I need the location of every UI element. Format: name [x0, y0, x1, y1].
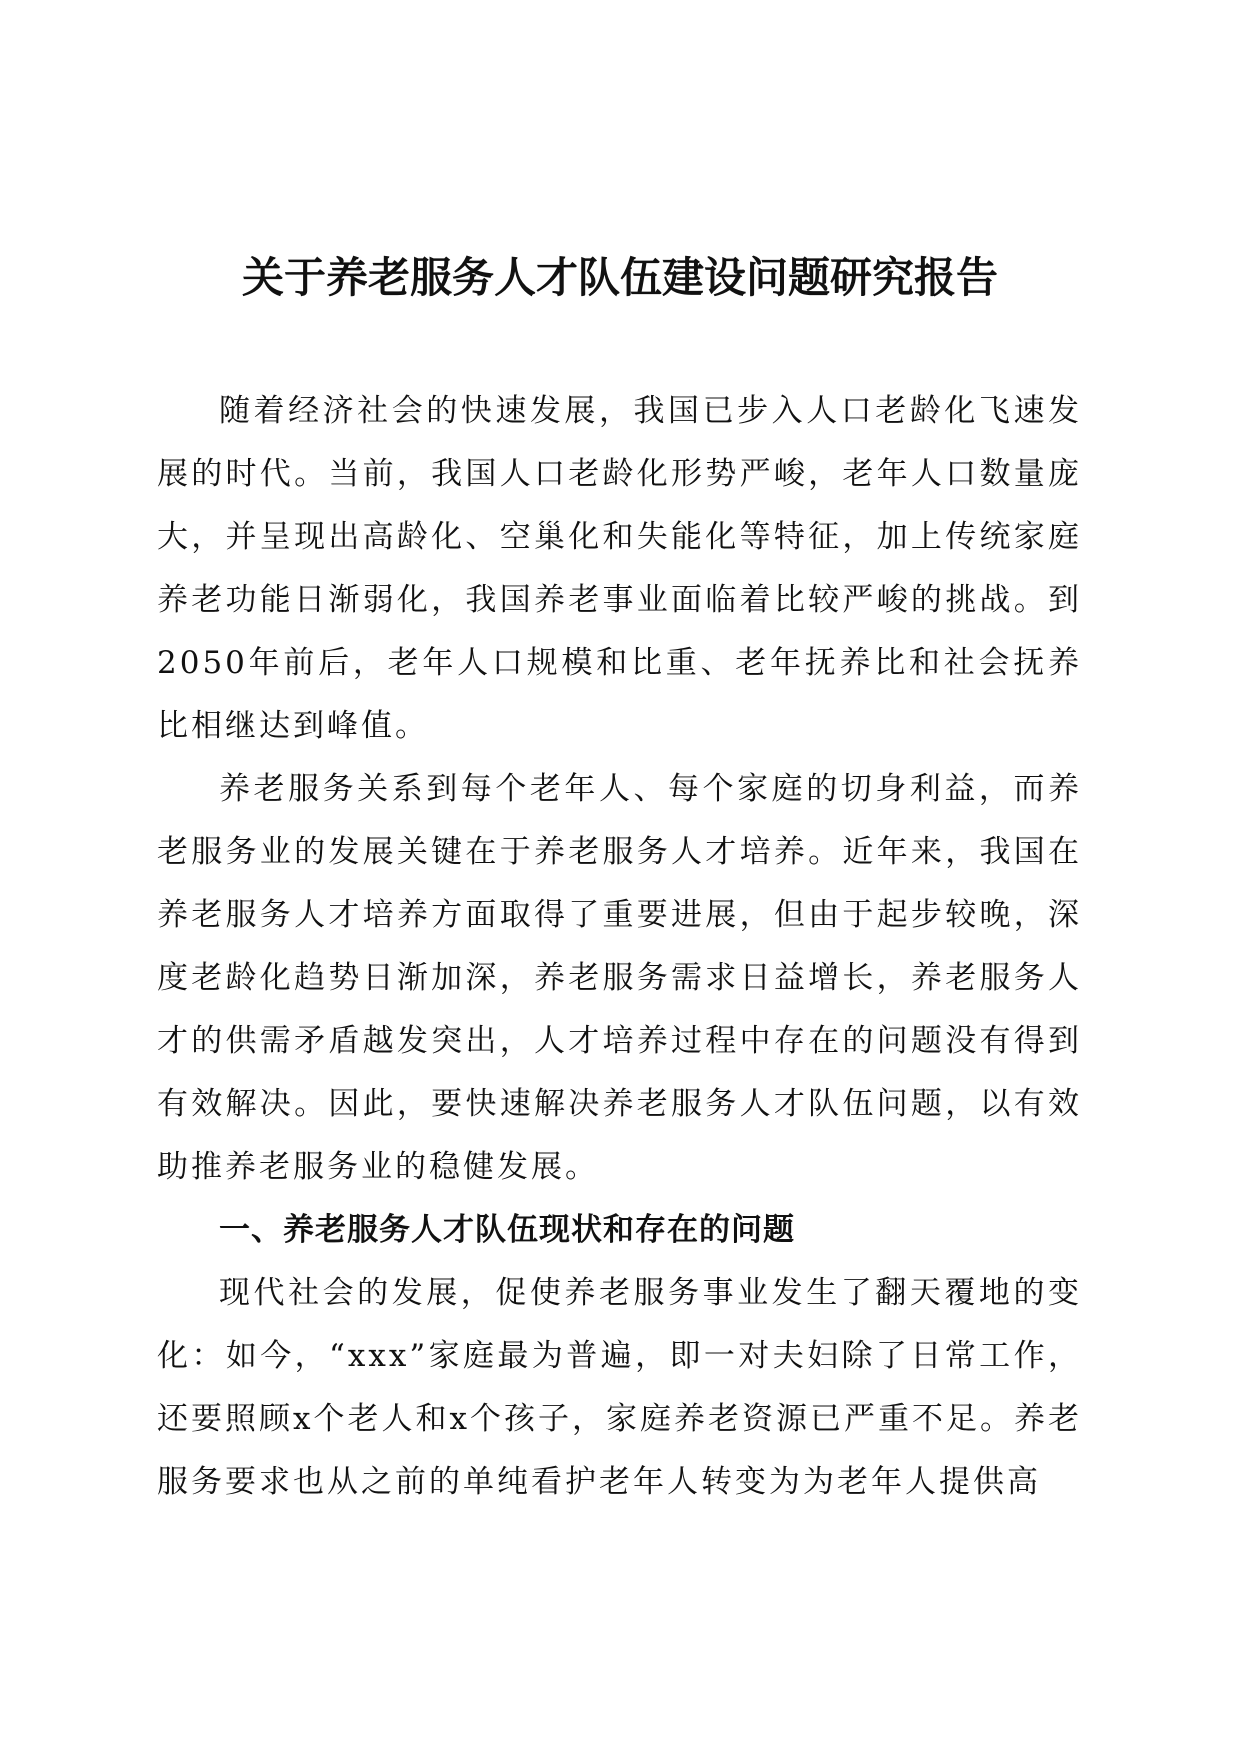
section-heading-1: 一、养老服务人才队伍现状和存在的问题 [219, 1212, 795, 1248]
section-1-paragraph: 现代社会的发展，促使养老服务事业发生了翻天覆地的变化：如今，“xxx”家庭最为普遍，即一对夫妇除了日常工作，还要照顾x个老人和x个孩子，家庭养老资源已严重不足。养老服务要求也从之前的单纯看护老年人转变为为老年人提供高 [157, 1275, 1082, 1500]
document-body [157, 380, 1082, 1514]
intro-paragraph-2: 养老服务关系到每个老年人、每个家庭的切身利益，而养老服务业的发展关键在于养老服务人才培养。近年来，我国在养老服务人才培养方面取得了重要进展，但由于起步较晚，深度老龄化趋势日渐加深，养老服务需求日益增长，养老服务人才的供需矛盾越发突出，人才培养过程中存在的问题没有得到有效解决。因此，要快速解决养老服务人才队伍问题，以有效助推养老服务业的稳健发展。 [157, 771, 1082, 1185]
intro-paragraph-1: 随着经济社会的快速发展，我国已步入人口老龄化飞速发展的时代。当前，我国人口老龄化形势严峻，老年人口数量庞大，并呈现出高龄化、空巢化和失能化等特征，加上传统家庭养老功能日渐弱化，我国养老事业面临着比较严峻的挑战。到2050年前后，老年人口规模和比重、老年抚养比和社会抚养比相继达到峰值。 [157, 393, 1082, 744]
document-title: 关于养老服务人才队伍建设问题研究报告 [241, 253, 998, 302]
